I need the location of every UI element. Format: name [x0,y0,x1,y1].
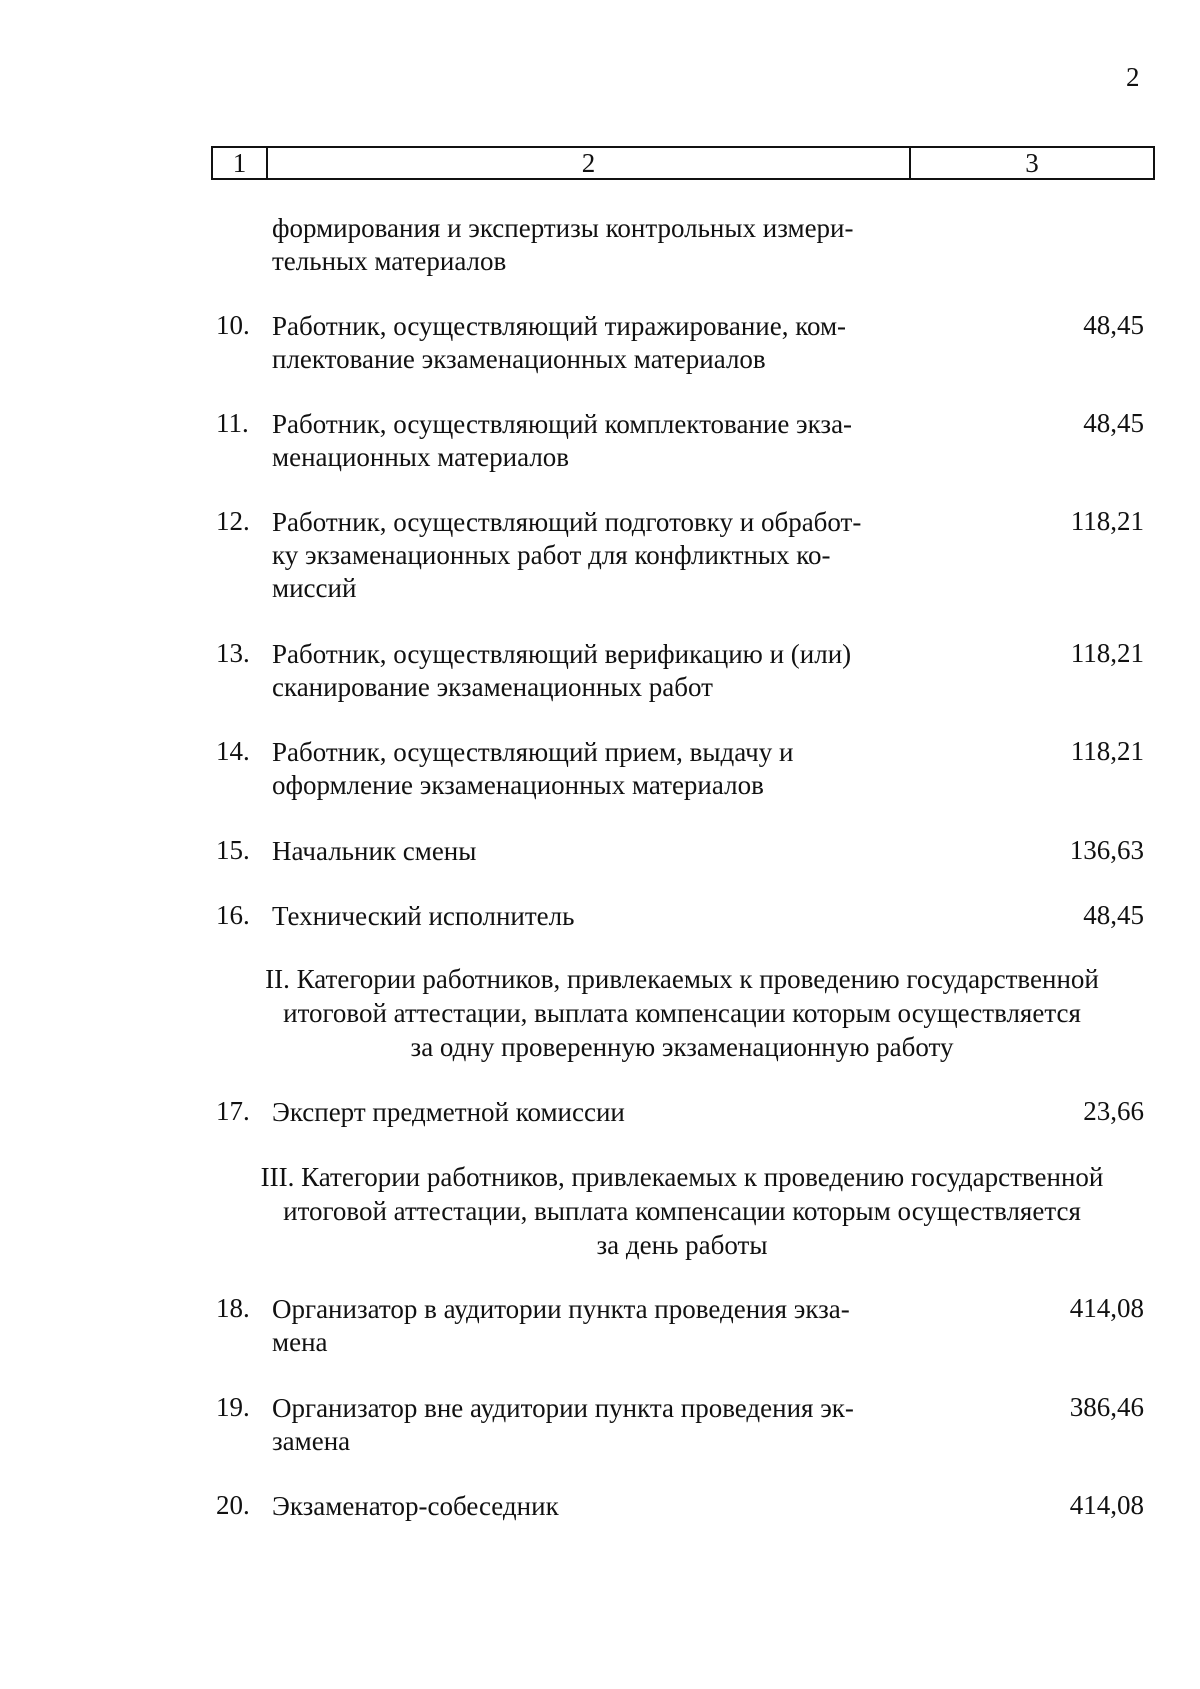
row-number: 20. [216,1490,250,1520]
row-text [272,1392,904,1458]
text-line: Работник, осуществляющий подготовку и обработ- [272,507,862,537]
text-line: ку экзаменационных работ для конфликтных ко- [272,540,831,570]
text-line: менационных материалов [272,442,570,472]
table-column-header [211,146,1155,180]
column-header-1: 1 [213,148,268,178]
section-line: итоговой аттестации, выплата компенсации которым осуществляется [283,1196,1081,1226]
text-line: оформление экзаменационных материалов [272,770,764,800]
text-line: тельных материалов [272,246,507,276]
row-value: 118,21 [1070,638,1144,668]
row-text [272,408,904,474]
row-value: 414,08 [1069,1490,1144,1520]
text-line: Эксперт предметной комиссии [272,1097,625,1127]
row-number: 15. [216,835,250,865]
section-line: II. Категории работников, привлекаемых к проведению государственной [265,964,1099,994]
row-value: 136,63 [1069,835,1144,865]
row-text [272,835,904,868]
page-number: 2 [1126,62,1140,92]
text-line: мена [272,1327,328,1357]
row-number: 19. [216,1392,250,1422]
row-text [272,310,904,376]
row-text [272,506,904,605]
text-line: Работник, осуществляющий комплектование экза- [272,409,853,439]
section-line: итоговой аттестации, выплата компенсации которым осуществляется [283,998,1081,1028]
row-number: 12. [216,506,250,536]
row-number: 11. [216,408,249,438]
text-line: замена [272,1426,351,1456]
row-value: 118,21 [1070,506,1144,536]
row-value: 118,21 [1070,736,1144,766]
section-line: за одну проверенную экзаменационную работу [410,1032,954,1062]
row-text [272,1293,904,1359]
text-line: Экзаменатор-собеседник [272,1491,559,1521]
text-line: Начальник смены [272,836,477,866]
row-value: 48,45 [1083,900,1144,930]
row-value: 23,66 [1083,1096,1144,1126]
text-line: Работник, осуществляющий тиражирование, ком- [272,311,847,341]
row-value: 48,45 [1083,408,1144,438]
row-text [272,736,904,802]
text-line: миссий [272,573,357,603]
column-header-2: 2 [268,148,911,178]
row-number: 16. [216,900,250,930]
section-heading-ii [232,962,1132,1064]
text-line: Работник, осуществляющий верификацию и (или) [272,639,852,669]
continuation-text [272,212,904,278]
column-header-3: 3 [1025,147,1039,178]
text-line: формирования и экспертизы контрольных измери- [272,213,854,243]
row-number: 14. [216,736,250,766]
row-number: 18. [216,1293,250,1323]
text-line: Организатор в аудитории пункта проведения экза- [272,1294,850,1324]
text-line: плектование экзаменационных материалов [272,344,766,374]
row-text [272,638,904,704]
row-text [272,900,904,933]
text-line: Работник, осуществляющий прием, выдачу и [272,737,794,767]
row-value: 48,45 [1083,310,1144,340]
section-line: за день работы [596,1230,768,1260]
section-line: III. Категории работников, привлекаемых к проведению государственной [260,1162,1104,1192]
row-number: 10. [216,310,250,340]
row-number: 17. [216,1096,250,1126]
text-line: Технический исполнитель [272,901,575,931]
row-text [272,1096,904,1129]
text-line: Организатор вне аудитории пункта проведения эк- [272,1393,854,1423]
row-text [272,1490,904,1523]
section-heading-iii [232,1160,1132,1262]
row-value: 414,08 [1069,1293,1144,1323]
row-number: 13. [216,638,250,668]
row-value: 386,46 [1069,1392,1144,1422]
text-line: сканирование экзаменационных работ [272,672,713,702]
